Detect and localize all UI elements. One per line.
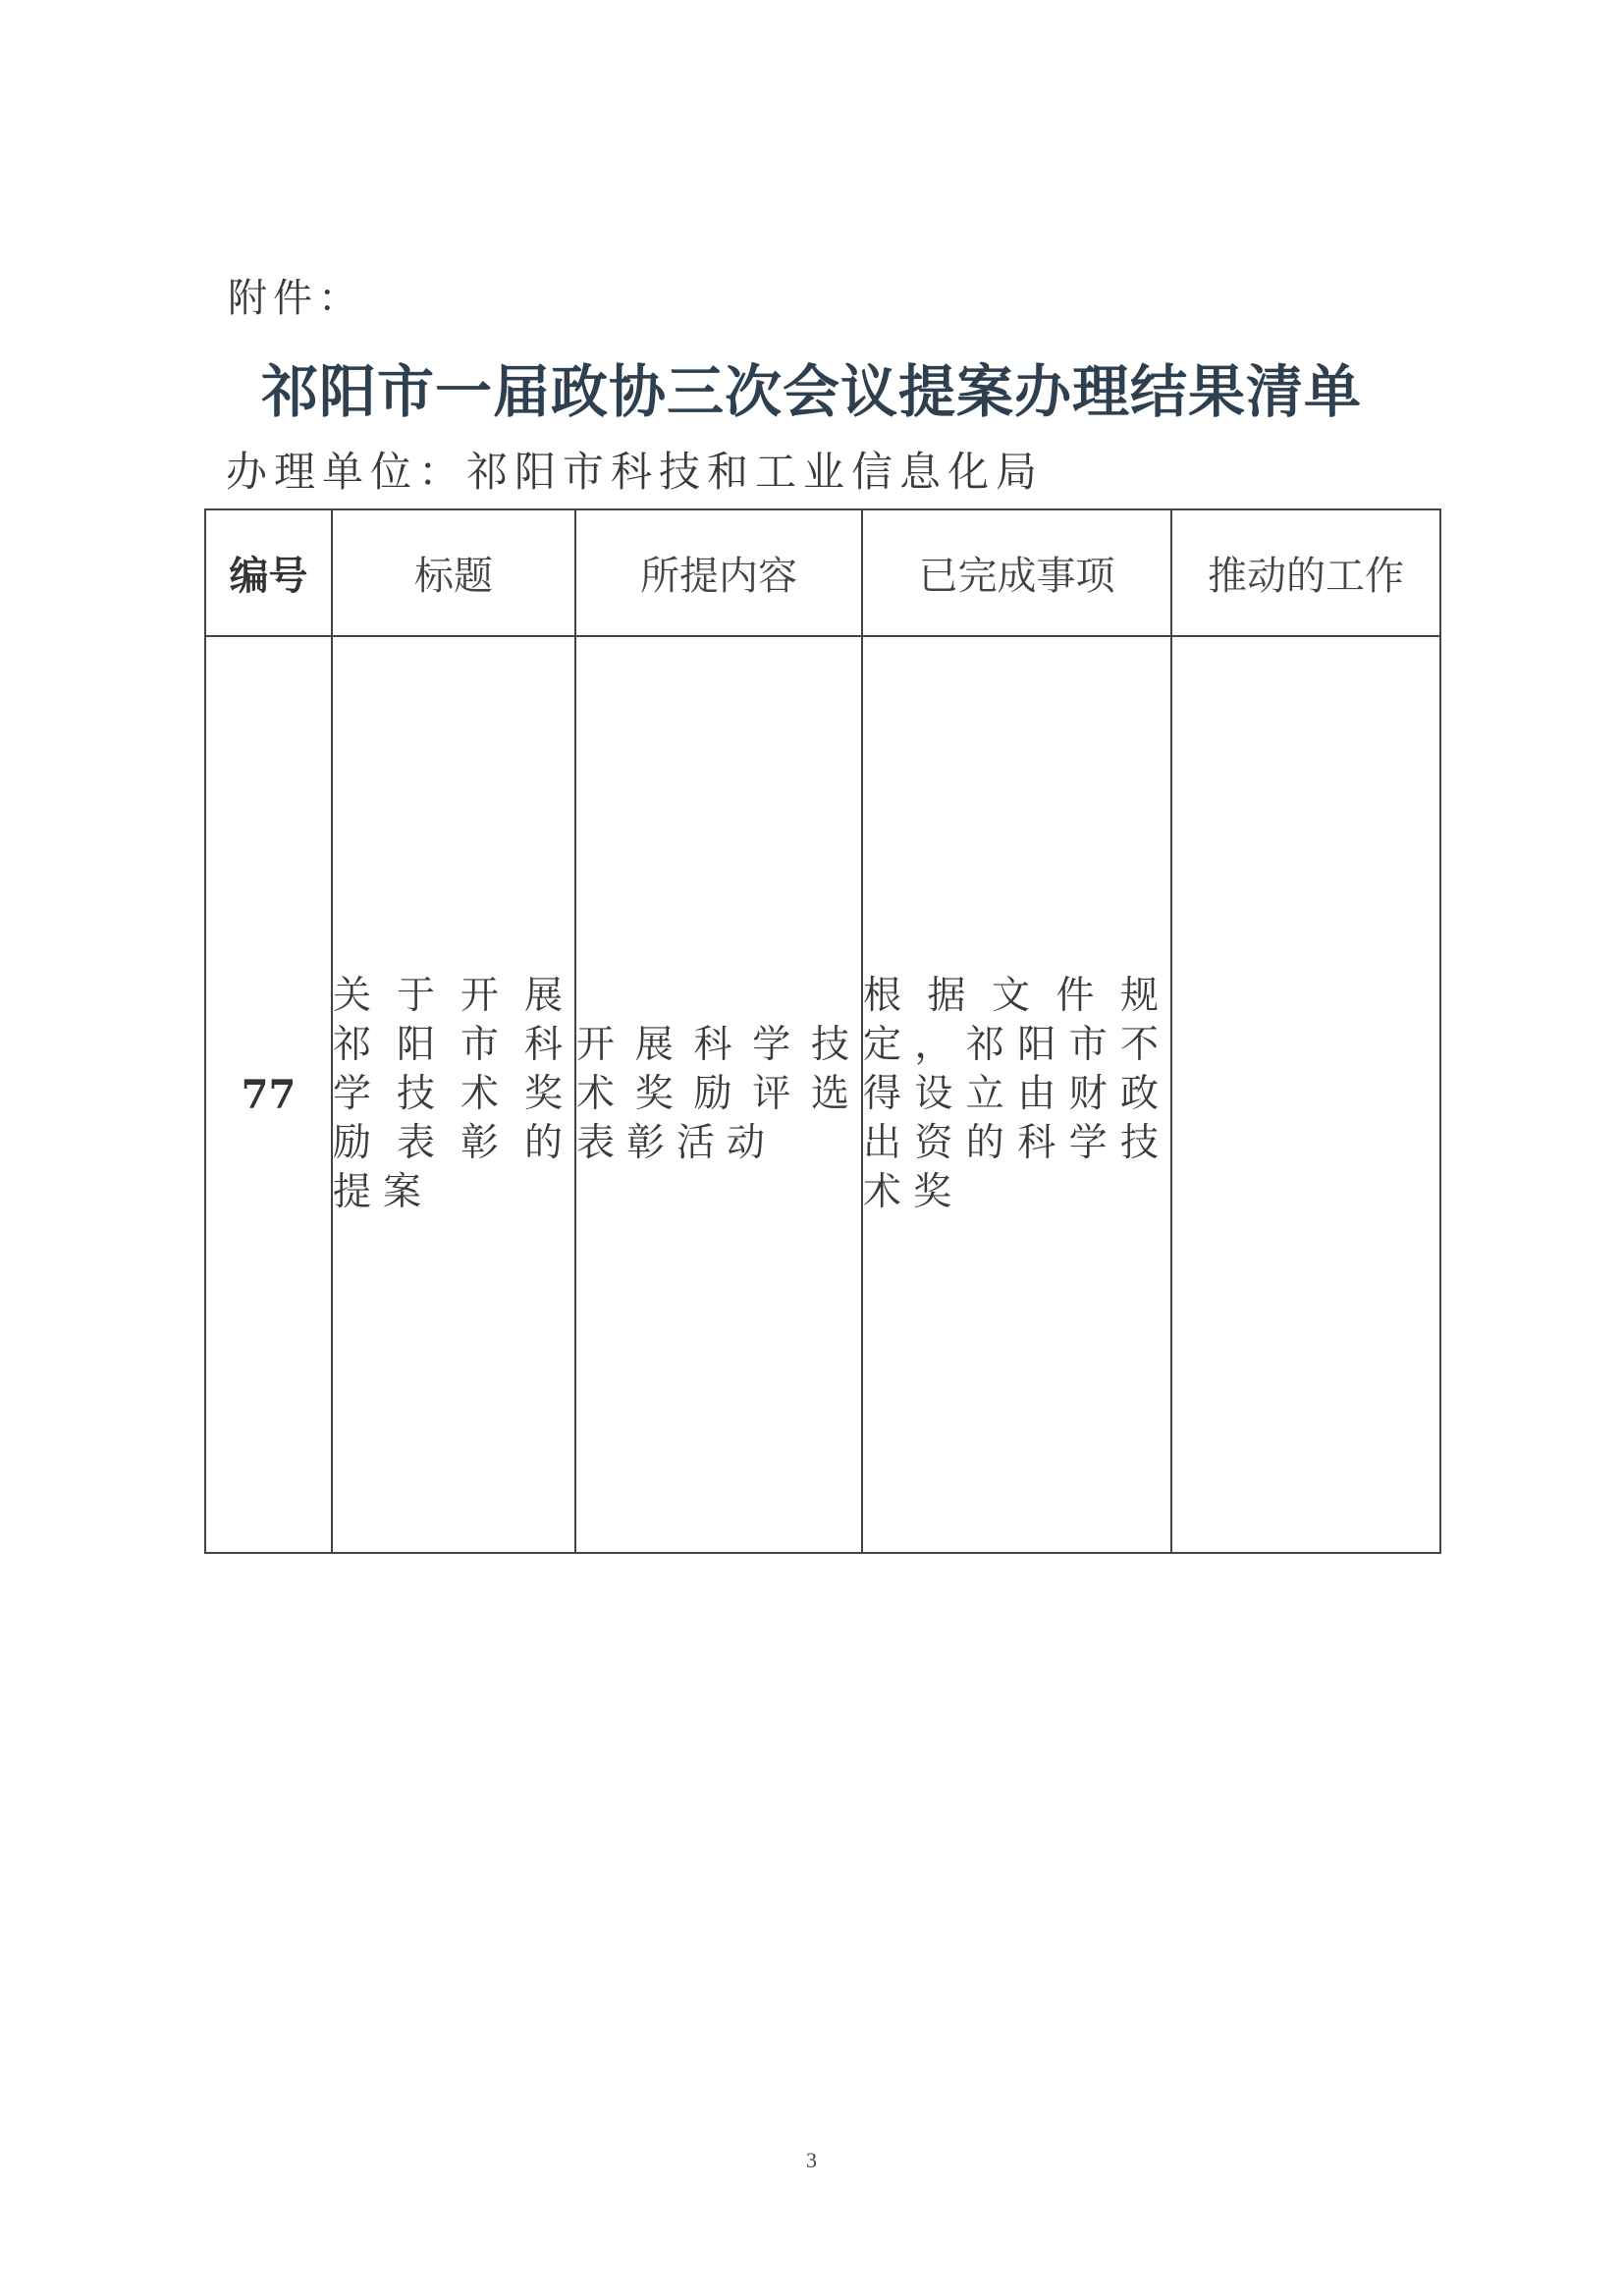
handling-unit <box>226 440 1044 499</box>
document-title: 祁阳市一届政协三次会议提案办理结果清单 <box>260 358 1362 425</box>
page-number: 3 <box>806 2148 817 2172</box>
header-completed: 已完成事项 <box>862 509 1171 636</box>
row-content: 开展科学技术奖励评选表彰活动 <box>575 636 862 1553</box>
table-body <box>205 636 1440 1553</box>
handling-unit-value: 祁阳市科技和工业信息化局 <box>466 448 1045 496</box>
table-row <box>205 636 1440 1553</box>
row-title: 关于开展祁阳市科学技术奖励表彰的提案 <box>332 636 575 1553</box>
row-promoted <box>1171 636 1440 1553</box>
header-content: 所提内容 <box>575 509 862 636</box>
row-completed: 根据文件规定，祁阳市不得设立由财政出资的科学技术奖 <box>862 636 1171 1553</box>
row-number: 77 <box>205 636 332 1553</box>
header-number: 编号 <box>205 509 332 636</box>
handling-unit-label: 办理单位： <box>226 448 467 496</box>
header-title: 标题 <box>332 509 575 636</box>
header-row <box>205 509 1440 636</box>
result-table <box>204 508 1441 1554</box>
attachment-label: 附件： <box>228 276 363 321</box>
table-header <box>205 509 1440 636</box>
header-promoted: 推动的工作 <box>1171 509 1440 636</box>
